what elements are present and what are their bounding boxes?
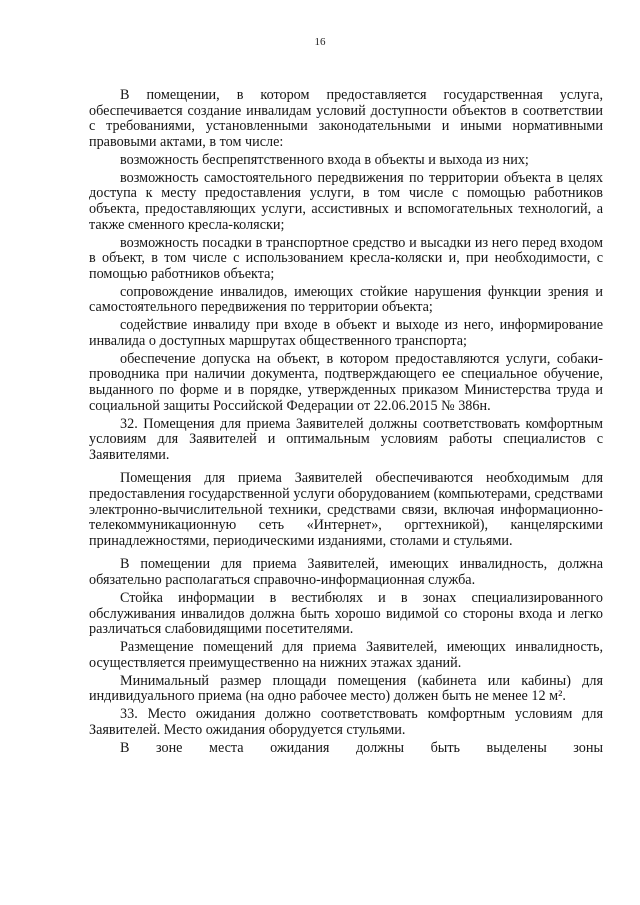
paragraph-minimum-area: Минимальный размер площади помещения (кабинета или кабины) для индивидуального приема (на одно рабочее место) должен быть не менее 12 м².	[89, 672, 603, 705]
paragraph-guide-dog-admission: обеспечение допуска на объект, в котором предоставляются услуги, собаки-проводника при наличии документа, подтверждающего ее специальное обучение, выданного по форме и в порядке, утвержденных приказом Министерства труда и социальной защиты Российской Федерации от 22.06.2015 № 386н.	[89, 350, 603, 414]
paragraph-independent-movement: возможность самостоятельного передвижения по территории объекта в целях доступа к месту предоставления услуги, в том числе с помощью работников объекта, предоставляющих услуги, ассистивных и вспомогательных технологий, а также сменного кресла-коляски;	[89, 169, 603, 233]
paragraph-entry-assistance: содействие инвалиду при входе в объект и выходе из него, информирование инвалида о доступных маршрутах общественного транспорта;	[89, 317, 603, 349]
paragraph-item-32: 32. Помещения для приема Заявителей должны соответствовать комфортным условиям для Заявителей и оптимальным условиям работы специалистов с Заявителями.	[89, 415, 603, 463]
paragraph-accessibility-intro: В помещении, в котором предоставляется государственная услуга, обеспечивается создание инвалидам условий доступности объектов в соответствии с требованиями, установленными законодательными и иными нормативными правовыми актами, в том числе:	[89, 87, 603, 150]
paragraph-info-service: В помещении для приема Заявителей, имеющих инвалидность, должна обязательно располагаться справочно-информационная служба.	[89, 556, 603, 588]
paragraph-info-desk: Стойка информации в вестибюлях и в зонах специализированного обслуживания инвалидов должна быть хорошо видимой со стороны входа и легко различаться слабовидящими посетителями.	[89, 589, 603, 638]
paragraph-barrier-free-entry: возможность беспрепятственного входа в объекты и выхода из них;	[120, 151, 529, 168]
paragraph-vehicle-boarding: возможность посадки в транспортное средство и высадки из него перед входом в объект, в том числе с использованием кресла-коляски и, при необходимости, с помощью работников объекта;	[89, 234, 603, 282]
page-number: 16	[314, 36, 326, 48]
paragraph-waiting-zones: В зоне места ожидания должны быть выделены зоны	[120, 739, 603, 756]
paragraph-ground-floor: Размещение помещений для приема Заявителей, имеющих инвалидность, осуществляется преимущественно на нижних этажах зданий.	[89, 639, 603, 671]
document-body	[89, 88, 603, 759]
paragraph-item-33: 33. Место ожидания должно соответствовать комфортным условиям для Заявителей. Место ожидания оборудуется стульями.	[89, 706, 603, 738]
paragraph-reception-equipment: Помещения для приема Заявителей обеспечиваются необходимым для предоставления государственной услуги оборудованием (компьютерами, средствами электронно-вычислительной техники, средствами связи, включая информационно-телекоммуникационную сеть «Интернет», оргтехникой), канцелярскими принадлежностями, периодическими изданиями, столами и стульями.	[89, 470, 603, 549]
paragraph-escort-visually-impaired: сопровождение инвалидов, имеющих стойкие нарушения функции зрения и самостоятельного передвижения по территории объекта;	[89, 283, 603, 316]
